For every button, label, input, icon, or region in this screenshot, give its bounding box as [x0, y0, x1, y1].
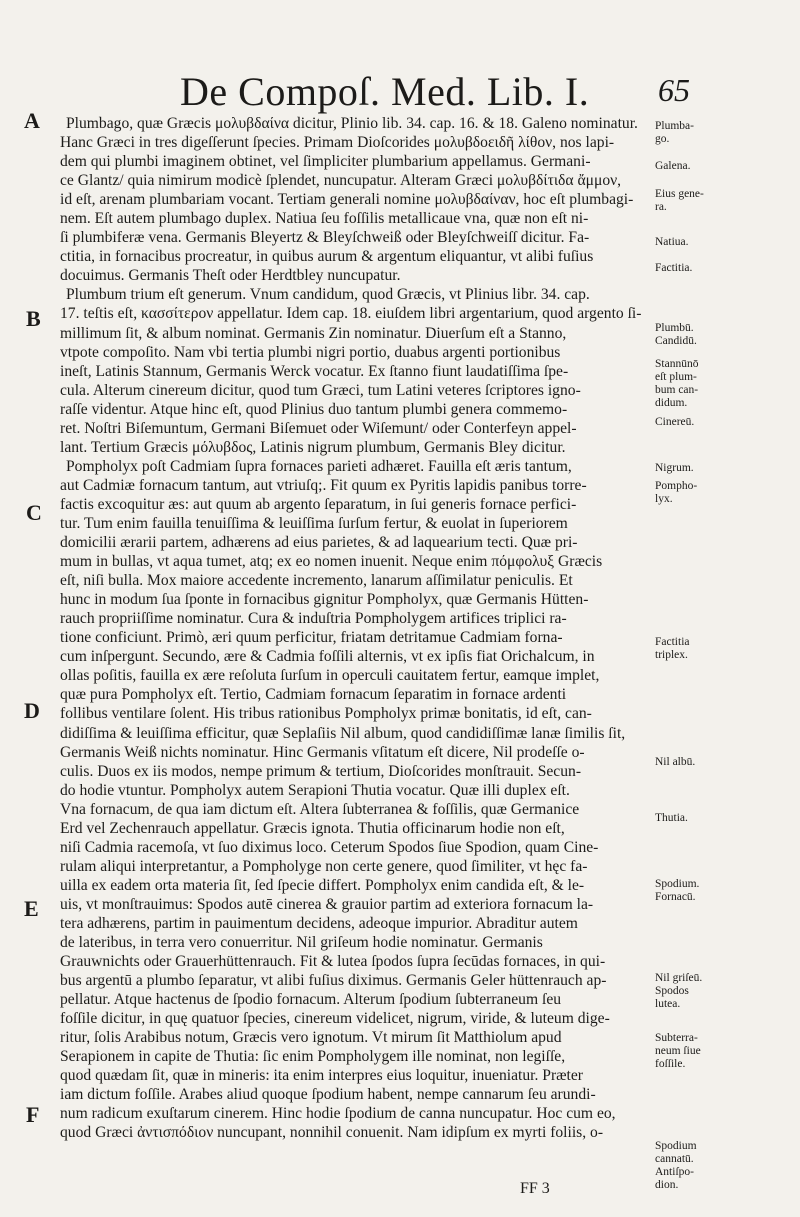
text-line: Pompholyx poſt Cadmiam ſupra fornaces parieti adhæret. Fauilla eſt æris tantum, [66, 457, 572, 475]
text-line: niſi Cadmia racemoſa, vt ſuo diximus loco. Ceterum Spodos ſiue Spodion, quam Cine- [60, 838, 599, 856]
margin-note: Plumba- go. [655, 120, 694, 145]
text-line: mum in bullas, vt aqua tumet, atq; ex eo nomen inuenit. Neque enim πόμφολυξ Græcis [60, 553, 603, 571]
text-line: ineſt, Latinis Stannum, Germanis Werck vocatur. Ex ſtanno fiunt laudatiſſima ſpe- [60, 362, 569, 380]
text-line: lant. Tertium Græcis μόλυβδος, Latinis nigrum plumbum, Germanis Bley dicitur. [60, 438, 566, 456]
text-line: iam dictum foſſile. Arabes aliud quoque ſpodium habent, nempe cannarum ſeu arundi- [60, 1086, 596, 1104]
running-header [150, 68, 710, 118]
margin-note: Nigrum. [655, 462, 694, 474]
section-letter-f: F [26, 1102, 40, 1127]
text-line: culis. Duos ex iis modos, nempe primum & tertium, Dioſcorides monſtrauit. Secun- [60, 762, 582, 780]
text-line: cum inſpergunt. Secundo, ære & Cadmia foſſili alternis, vt ex ipſis fiat Orichalcum, in [60, 648, 595, 666]
margin-note: Stannūnō eſt plum- bum can- didum. [655, 358, 699, 409]
text-line: quæ pura Pompholyx eſt. Tertio, Cadmiam fornacum ſeparatim in fornace ardenti [60, 686, 567, 704]
text-line: rauch propriiſſime nominatur. Cura & induſtria Pompholygem artifices triplici ra- [60, 610, 567, 628]
margin-note: Cinereū. [655, 416, 695, 428]
text-line: eſt, niſi bulla. Mox maiore accedente incremento, lanarum aſſimilatur peniculis. Et [60, 572, 573, 590]
text-line: pellatur. Atque hactenus de ſpodio fornacum. Alterum ſpodium ſubterraneum ſeu [60, 991, 562, 1009]
text-line: quod Græci ἀντισπόδιον nuncupant, nonnihil conuenit. Nam idipſum ex myrti foliis, o- [60, 1124, 604, 1142]
text-line: follibus ventilare ſolent. His tribus rationibus Pompholyx primæ bonitatis, id eſt, can- [60, 705, 592, 723]
section-letter-e: E [24, 896, 39, 921]
text-line: ret. Noſtri Biſemuntum, Germani Biſemuet oder Wiſemunt/ oder Conterfeyn appel- [60, 419, 577, 437]
text-line: ce Glantz/ quia nimirum modicè ſplendet, nuncupatur. Alteram Græci μολυβδίτιδα ἄμμον, [60, 172, 622, 190]
margin-note: Subterra- neum ſiue foſſile. [655, 1032, 701, 1070]
margin-note: Thutia. [655, 812, 688, 824]
text-line: Hanc Græci in tres digeſſerunt ſpecies. Primam Dioſcorides μολυβδοειδῆ λίθον, nos lapi- [60, 134, 615, 152]
text-line: raſſe videntur. Atque hinc eſt, quod Plinius duo tantum plumbi genera commemo- [60, 400, 568, 418]
text-line: Serapionem in capite de Thutia: ſic enim Pompholygem ille nominat, non legiſſe, [60, 1048, 566, 1066]
text-line: millimum ſit, & album nominat. Germanis Zin nominatur. Diuerſum eſt a Stanno, [60, 324, 567, 342]
text-line: domicilii ærarii partem, adhærens ad eius parietes, & ad laquearium tecti. Quæ pri- [60, 534, 578, 552]
running-title: De Compoſ. Med. Lib. I. [180, 69, 590, 114]
text-line: id eſt, arenam plumbariam vocant. Tertiam generali nomine μολυβδαίναν, hoc eſt plumbagi- [60, 191, 634, 209]
text-line: quod quædam ſit, quæ in mineris: ita enim interpres eius loquitur, inueniatur. Præter [60, 1067, 583, 1085]
section-letter-c: C [26, 500, 42, 525]
margin-note: Pompho- lyx. [655, 480, 698, 505]
margin-note: Spodium. Fornacū. [655, 878, 700, 903]
printer-signature: FF 3 [520, 1180, 550, 1197]
text-line: hunc in modum ſua ſponte in fornacibus gignitur Pompholyx, quæ Germanis Hütten- [60, 591, 589, 609]
text-line: tione conficiunt. Primò, æri quum perficitur, friatam detritamue Cadmiam forna- [60, 629, 563, 647]
margin-note: Eius gene- ra. [655, 188, 704, 213]
text-line: docuimus. Germanis Theſt oder Herdtbley nuncupatur. [60, 267, 401, 285]
text-line: tera adhærens, partim in pauimentum decidens, adeoque impurior. Abraditur autem [60, 914, 578, 932]
margin-note: Plumbū. Candidū. [655, 322, 697, 347]
margin-note: Natiua. [655, 236, 689, 248]
section-letter-a: A [24, 108, 40, 133]
text-line: ritur, ſolis Arabibus notum, Græcis vero ignotum. Vt mirum ſit Matthiolum apud [60, 1029, 562, 1047]
margin-note: Spodium cannatū. Antiſpo- dion. [655, 1140, 697, 1191]
text-line: bus argentū a plumbo ſeparatur, vt alibi fuſius diximus. Germanis Geler hüttenrauch ap- [60, 972, 607, 990]
text-line: Plumbum trium eſt generum. Vnum candidum, quod Græcis, vt Plinius libr. 34. cap. [66, 286, 590, 304]
text-line: Erd vel Zechenrauch appellatur. Græcis ignota. Thutia officinarum hodie non eſt, [60, 819, 565, 837]
text-line: factis excoquitur æs: aut quum ab argento ſeparatum, in ſui generis fornace perfici- [60, 495, 577, 513]
text-line: uilla ex eadem orta materia ſit, ſed ſpecie differt. Pompholyx enim candida eſt, & le- [60, 876, 585, 894]
text-line: do hodie vtuntur. Pompholyx autem Serapioni Thutia vocatur. Quæ illi duplex eſt. [60, 781, 570, 799]
text-line: Vna fornacum, de qua iam dictum eſt. Altera ſubterranea & foſſilis, quæ Germanice [60, 800, 580, 818]
text-line: Plumbago, quæ Græcis μολυβδαίνα dicitur, Plinio lib. 34. cap. 16. & 18. Galeno nominatur. [66, 115, 638, 132]
margin-note: Factitia. [655, 262, 693, 274]
text-line: foſſile dicitur, in quę quatuor ſpecies, cinereum videlicet, nigrum, viride, & luteum dige- [60, 1010, 610, 1028]
text-line: uis, vt monſtrauimus: Spodos autē cinerea & grauior partim ad exteriora fornacum la- [60, 895, 594, 913]
margin-note: Factitia triplex. [655, 636, 690, 661]
text-line: aut Cadmiæ fornacum tantum, aut vtriuſq;. Fit quum ex Pyritis lapidis panibus torre- [60, 476, 587, 494]
text-line: didiſſima & leuiſſima efficitur, quæ Seplaſiis Nil album, quod candidiſſimæ lanæ ſimilis ſit, [60, 724, 626, 742]
text-line: ctitia, in fornacibus procreatur, in quibus aurum & argentum eliquantur, vt alibi fuſius [60, 248, 594, 266]
text-column [60, 114, 652, 1143]
text-line: nem. Eſt autem plumbago duplex. Natiua ſeu foſſilis metallicaue vna, quæ non eſt ni- [60, 210, 589, 228]
text-line: ollas poſitis, fauilla ex ære reſoluta ſurſum in operculi cauitatem fertur, eamque implet, [60, 667, 600, 685]
margin-note: Galena. [655, 160, 691, 172]
text-line: cula. Alterum cinereum dicitur, quod tum Græci, tum Latini veteres ſcriptores igno- [60, 381, 581, 399]
margin-note: Nil albū. [655, 756, 696, 768]
text-line: rulam aliqui interpretantur, a Pompholyge non certe genere, quod ſimiliter, vt hęc fa- [60, 857, 588, 875]
text-line: tur. Tum enim fauilla tenuiſſima & leuiſſima ſurſum fertur, & euolat in ſuperiorem [60, 514, 568, 532]
text-line: Grauwnichts oder Grauerhüttenrauch. Fit & lutea ſpodos ſupra ſecūdas fornaces, in qui- [60, 953, 606, 971]
text-line: dem qui plumbi imaginem obtinet, vel ſimpliciter plumbarium appellamus. Germani- [60, 153, 591, 171]
section-letter-b: B [26, 306, 41, 331]
text-line: ſi plumbiferæ vena. Germanis Bleyertz & Bleyſchweiß oder Bleyſchweiſſ dicitur. Fa- [60, 229, 590, 247]
text-line: de lateribus, in terra vero conuerritur. Nil griſeum hodie nominatur. Germanis [60, 934, 543, 952]
page-number: 65 [658, 72, 690, 108]
text-line: num radicum exuſtarum cinerem. Hinc hodie ſpodium de canna nuncupatur. Hoc cum eo, [60, 1105, 616, 1123]
text-line: Germanis Weiß nichts nominatur. Hinc Germanis vſitatum eſt dicere, Nil prodeſſe o- [60, 743, 585, 761]
margin-note: Nil griſeū. Spodos lutea. [655, 972, 703, 1010]
text-line: vtpote compoſito. Nam vbi tertia plumbi nigri portio, duabus argenti portionibus [60, 343, 561, 361]
section-letter-d: D [24, 698, 40, 723]
text-line: 17. teſtis eſt, κασσίτερον appellatur. Idem cap. 18. eiuſdem libri argentarium, quod argento ſi- [60, 305, 642, 323]
